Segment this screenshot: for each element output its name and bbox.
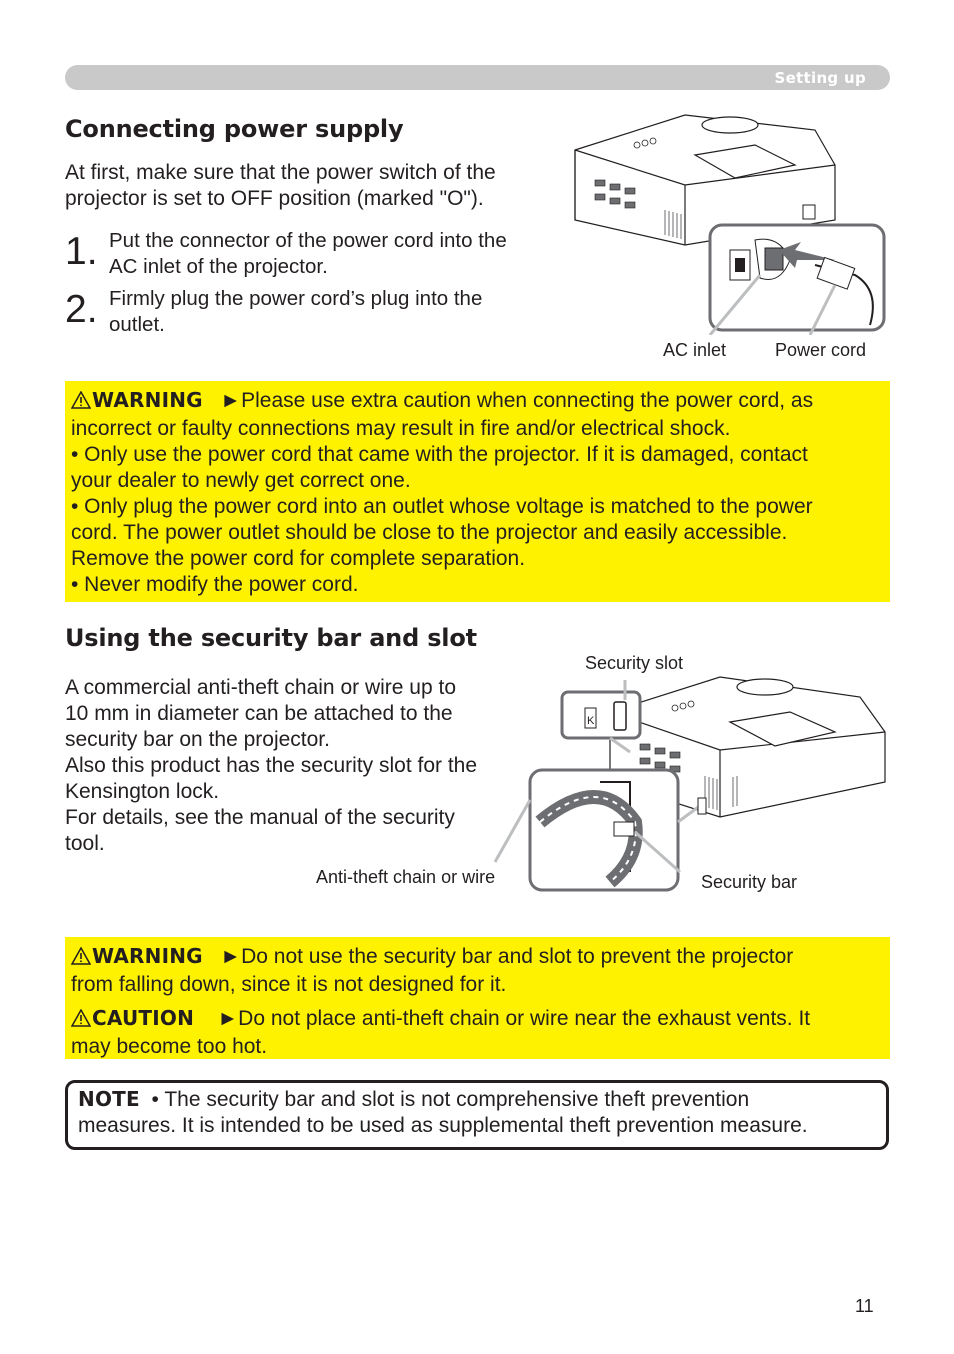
warning-box-security	[65, 937, 890, 1059]
step-line: AC inlet of the projector.	[109, 255, 328, 278]
warning-text: Do not use the security bar and slot to prevent the projector	[241, 945, 794, 968]
warning-text: incorrect or faulty connections may result in fire and/or electrical shock.	[71, 417, 731, 440]
paragraph-line: Also this product has the security slot for the	[65, 754, 478, 777]
intro-paragraph	[65, 160, 555, 212]
warning-text: cord. The power outlet should be close to the projector and easily accessible.	[71, 521, 788, 544]
section-name: Setting up	[774, 69, 866, 87]
note-label: NOTE	[78, 1087, 140, 1111]
paragraph-line: security bar on the projector.	[65, 728, 330, 751]
warning-label: WARNING	[92, 388, 203, 412]
note-text: • The security bar and slot is not comprehensive theft prevention	[151, 1088, 750, 1111]
paragraph-line: 10 mm in diameter can be attached to the	[65, 702, 453, 725]
arrow-icon: ►	[217, 1007, 239, 1030]
caution-text: Do not place anti-theft chain or wire near the exhaust vents. It	[238, 1007, 811, 1030]
step-number: 2.	[65, 288, 98, 331]
warning-text: • Never modify the power cord.	[71, 573, 359, 596]
warning-triangle-icon	[71, 946, 91, 972]
step-1-text	[109, 228, 507, 280]
label-security-bar: Security bar	[701, 872, 798, 892]
page-number: 11	[855, 1296, 874, 1316]
caution-text: may become too hot.	[71, 1035, 268, 1058]
projector-power-illustration	[565, 110, 890, 335]
paragraph-line: A commercial anti-theft chain or wire up to	[65, 676, 457, 699]
label-ac-inlet: AC inlet	[663, 340, 727, 360]
warning-text: Remove the power cord for complete separation.	[71, 547, 526, 570]
label-power-cord: Power cord	[775, 340, 867, 360]
step-line: outlet.	[109, 313, 165, 336]
security-paragraph	[65, 675, 525, 857]
warning-text: from falling down, since it is not designed for it.	[71, 973, 507, 996]
caution-label: CAUTION	[92, 1006, 195, 1030]
warning-text: • Only use the power cord that came with the projector. If it is damaged, contact	[71, 443, 808, 466]
heading-connecting-power-supply: Connecting power supply	[65, 115, 404, 143]
warning-text: Please use extra caution when connecting the power cord, as	[241, 389, 814, 412]
warning-text: your dealer to newly get correct one.	[71, 469, 411, 492]
heading-security-bar-and-slot: Using the security bar and slot	[65, 624, 477, 652]
paragraph-line: tool.	[65, 832, 105, 855]
step-line: Firmly plug the power cord’s plug into the	[109, 287, 483, 310]
svg-text:K: K	[587, 715, 595, 727]
warning-text: • Only plug the power cord into an outlet whose voltage is matched to the power	[71, 495, 813, 518]
section-header-bar	[65, 65, 890, 90]
step-line: Put the connector of the power cord into the	[109, 229, 507, 252]
label-security-slot: Security slot	[585, 653, 684, 673]
warning-label: WARNING	[92, 944, 203, 968]
step-2-text	[109, 286, 482, 338]
label-anti-theft-chain: Anti-theft chain or wire	[316, 867, 496, 887]
paragraph-line: For details, see the manual of the security	[65, 806, 455, 829]
note-box	[65, 1080, 889, 1150]
security-illustration	[490, 672, 890, 894]
warning-box-power	[65, 381, 890, 602]
paragraph-line: Kensington lock.	[65, 780, 220, 803]
note-text: measures. It is intended to be used as supplemental theft prevention measure.	[78, 1114, 808, 1137]
arrow-icon: ►	[220, 945, 242, 968]
step-number: 1.	[65, 230, 98, 273]
arrow-icon: ►	[220, 389, 242, 412]
intro-line: At first, make sure that the power switch of the	[65, 161, 496, 184]
warning-triangle-icon	[71, 390, 91, 416]
caution-triangle-icon	[71, 1008, 91, 1034]
intro-line: projector is set to OFF position (marked "O").	[65, 187, 484, 210]
